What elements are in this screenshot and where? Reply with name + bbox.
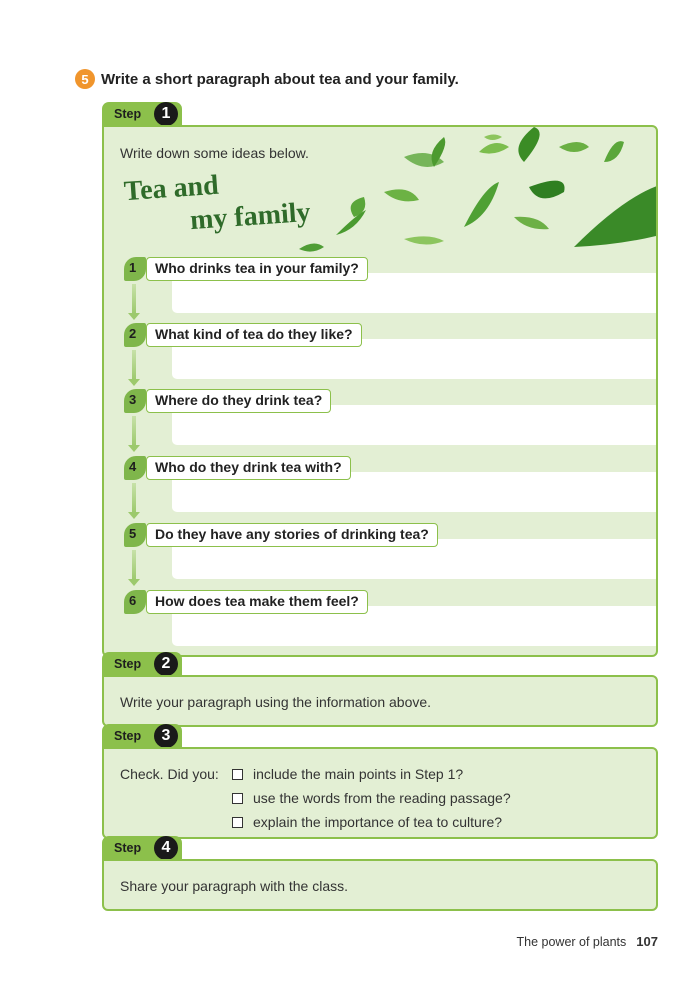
step-4-box	[102, 859, 658, 911]
step-2-instruction: Write your paragraph using the information above.	[120, 694, 432, 710]
step-3-box	[102, 747, 658, 839]
arrow-down-icon	[132, 350, 136, 380]
step-label: Step	[114, 657, 142, 671]
question-label-2: What kind of tea do they like?	[146, 323, 362, 347]
task-title: Write a short paragraph about tea and your family.	[101, 70, 459, 88]
arrow-down-icon	[132, 416, 136, 446]
page-footer	[517, 934, 659, 949]
leaf-number-icon: 1	[124, 257, 146, 281]
step-number: 3	[154, 724, 178, 748]
tea-leaves-decoration	[104, 127, 658, 267]
checklist-item-2	[232, 790, 511, 806]
heading-line-1: Tea and	[122, 169, 220, 208]
question-label-1: Who drinks tea in your family?	[146, 257, 368, 281]
step-2-tab	[102, 652, 182, 676]
question-label-4: Who do they drink tea with?	[146, 456, 351, 480]
arrow-down-icon	[132, 284, 136, 314]
heading-line-2: my family	[189, 196, 312, 237]
unit-title: The power of plants	[516, 935, 627, 949]
step-label: Step	[114, 107, 142, 121]
checkbox[interactable]	[232, 769, 243, 780]
checklist-item-3	[232, 814, 502, 830]
page-number: 107	[636, 934, 658, 949]
checklist-text: use the words from the reading passage?	[253, 790, 511, 806]
step-3-prefix: Check. Did you:	[120, 766, 219, 782]
question-label-3: Where do they drink tea?	[146, 389, 331, 413]
leaf-number-icon: 2	[124, 323, 146, 347]
step-1-box	[102, 125, 658, 657]
question-label-6: How does tea make them feel?	[146, 590, 368, 614]
step-4-tab	[102, 836, 182, 860]
checklist-text: explain the importance of tea to culture?	[253, 814, 503, 830]
leaf-number-icon: 6	[124, 590, 146, 614]
step-number: 1	[154, 102, 178, 126]
step-number: 2	[154, 652, 178, 676]
question-label-5: Do they have any stories of drinking tea?	[146, 523, 438, 547]
task-number-badge: 5	[75, 69, 95, 89]
step-1-instruction: Write down some ideas below.	[120, 145, 309, 161]
step-label: Step	[114, 729, 142, 743]
arrow-down-icon	[132, 483, 136, 513]
arrow-down-icon	[132, 550, 136, 580]
step-1-tab	[102, 102, 182, 126]
task-header	[75, 69, 459, 89]
checkbox[interactable]	[232, 793, 243, 804]
checkbox[interactable]	[232, 817, 243, 828]
leaf-number-icon: 3	[124, 389, 146, 413]
leaf-number-icon: 4	[124, 456, 146, 480]
checklist-item-1	[232, 766, 463, 782]
leaf-number-icon: 5	[124, 523, 146, 547]
step-label: Step	[114, 841, 142, 855]
step-4-instruction: Share your paragraph with the class.	[120, 878, 349, 894]
step-number: 4	[154, 836, 178, 860]
step-2-box	[102, 675, 658, 727]
checklist-text: include the main points in Step 1?	[253, 766, 464, 782]
step-3-tab	[102, 724, 182, 748]
